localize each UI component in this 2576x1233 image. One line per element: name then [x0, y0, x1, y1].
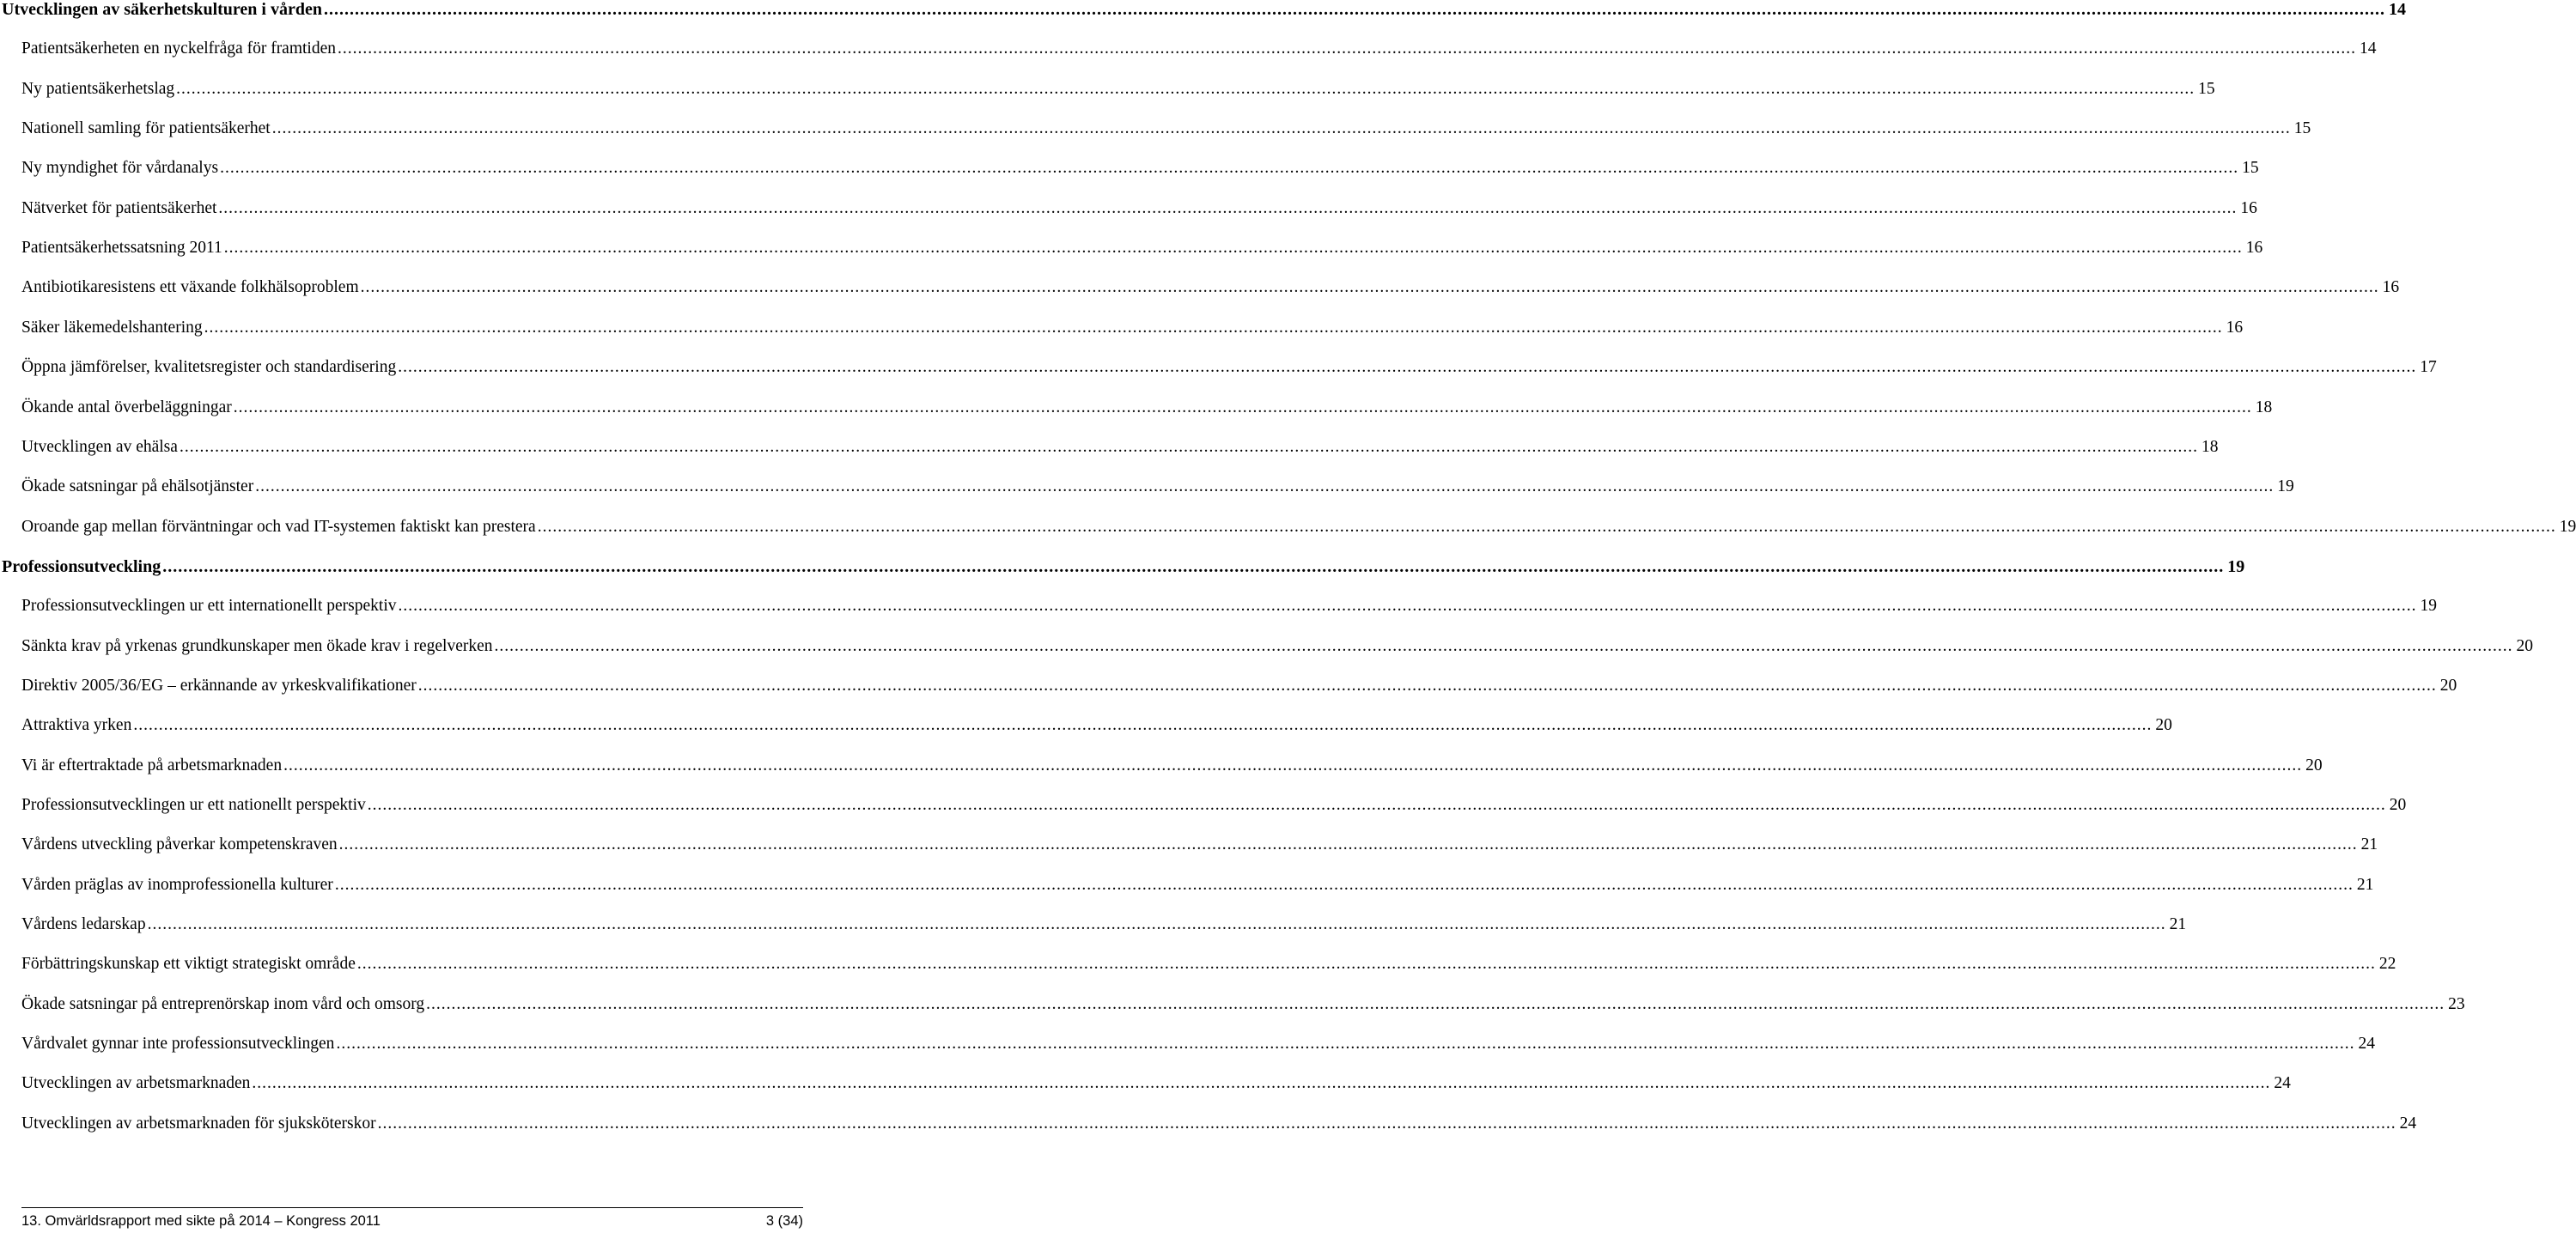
toc-entry-line	[21, 1114, 2417, 1133]
toc-entry-line	[21, 955, 2396, 974]
toc-entry[interactable]	[0, 835, 2378, 861]
dot-leader: ................................................................................................................................................................................................................................................................................................................................................................................................................	[162, 556, 2225, 576]
dot-leader: ................................................................................................................................................................................................................................................................................................................................................................................................................	[336, 1035, 2355, 1054]
toc-entry[interactable]	[0, 79, 2215, 106]
toc-entry-title: Öppna jämförelser, kvalitetsregister och standardisering	[21, 358, 397, 377]
toc-entry-page-number: 16	[2382, 278, 2400, 297]
toc-entry-title: Sänkta krav på yrkenas grundkunskaper men ökade krav i regelverken	[21, 636, 493, 655]
toc-entry-line	[21, 716, 2172, 735]
toc-entry-page-number: 24	[2399, 1114, 2417, 1133]
toc-entry-line	[21, 398, 2273, 417]
toc-entry-page-number: 19	[2420, 597, 2437, 616]
toc-entry-title: Antibiotikaresistens ett växande folkhälsoproblem	[21, 278, 359, 297]
toc-entry-title: Ökade satsningar på ehälsotjänster	[21, 477, 254, 496]
footer-divider	[21, 1207, 803, 1208]
toc-entry-title: Vårdens utveckling påverkar kompetenskraven	[21, 835, 338, 854]
footer-document-title: 13. Omvärldsrapport med sikte på 2014 – Kongress 2011	[21, 1213, 381, 1229]
toc-entry-line	[21, 278, 2400, 297]
toc-entry-line	[21, 159, 2259, 178]
toc-entry[interactable]	[0, 358, 2437, 384]
dot-leader: ................................................................................................................................................................................................................................................................................................................................................................................................................	[356, 955, 2376, 974]
toc-entry-line	[21, 756, 2323, 775]
toc-entry[interactable]	[0, 676, 2457, 702]
toc-entry-line	[21, 39, 2377, 58]
toc-entry[interactable]	[0, 119, 2311, 145]
toc-entry-title: Ny myndighet för vårdanalys	[21, 159, 219, 178]
dot-leader: ................................................................................................................................................................................................................................................................................................................................................................................................................	[147, 915, 2166, 934]
toc-entry-page-number: 20	[2439, 676, 2457, 695]
toc-entry-page-number: 20	[2516, 636, 2534, 655]
toc-entry-line	[21, 875, 2374, 895]
toc-entry-line	[21, 1074, 2291, 1093]
toc-entry-page-number: 15	[2293, 119, 2311, 138]
toc-entry[interactable]	[0, 915, 2187, 941]
toc-entry-page-number: 19	[2559, 517, 2576, 536]
toc-entry-page-number: 17	[2420, 358, 2437, 377]
toc-entry-title: Utvecklingen av arbetsmarknaden för sjuksköterskor	[21, 1114, 376, 1133]
toc-entry-page-number: 24	[2358, 1035, 2375, 1054]
toc-entry-title: Ökande antal överbeläggningar	[21, 398, 232, 416]
toc-entry-title: Vården präglas av inomprofessionella kulturer	[21, 875, 333, 894]
dot-leader: ................................................................................................................................................................................................................................................................................................................................................................................................................	[176, 79, 2195, 98]
toc-entry-line	[21, 676, 2457, 695]
toc-heading-entry[interactable]	[0, 0, 2406, 26]
toc-entry-line	[21, 198, 2257, 218]
footer-page-number: 3 (34)	[765, 1213, 803, 1229]
toc-entry-page-number: 15	[2242, 159, 2259, 178]
toc-entry[interactable]	[0, 994, 2465, 1021]
dot-leader: ................................................................................................................................................................................................................................................................................................................................................................................................................	[398, 597, 2417, 616]
toc-entry-line	[21, 119, 2311, 138]
toc-entry[interactable]	[0, 1114, 2417, 1140]
toc-entry-title: Professionsutvecklingen ur ett nationellt perspektiv	[21, 796, 366, 814]
toc-entry-page-number: 14	[2360, 39, 2377, 58]
toc-entry-page-number: 21	[2356, 875, 2374, 894]
toc-entry[interactable]	[0, 517, 2576, 544]
toc-entry-title: Attraktiva yrken	[21, 716, 132, 735]
toc-entry-title: Ökade satsningar på entreprenörskap inom vård och omsorg	[21, 994, 425, 1013]
toc-entry-title: Vi är eftertraktade på arbetsmarknaden	[21, 756, 283, 774]
dot-leader: ................................................................................................................................................................................................................................................................................................................................................................................................................	[220, 159, 2239, 178]
toc-entry-page-number: 21	[2169, 915, 2187, 934]
toc-entry-title: Nätverket för patientsäkerhet	[21, 198, 217, 217]
toc-entry-title: Utvecklingen av arbetsmarknaden	[21, 1074, 251, 1093]
toc-entry-page-number: 15	[2198, 79, 2215, 98]
dot-leader: ................................................................................................................................................................................................................................................................................................................................................................................................................	[367, 796, 2386, 814]
toc-entry-page-number: 14	[2388, 0, 2406, 19]
toc-entry[interactable]	[0, 955, 2396, 981]
toc-entry-page-number: 20	[2155, 716, 2172, 735]
dot-leader: ................................................................................................................................................................................................................................................................................................................................................................................................................	[338, 835, 2358, 854]
dot-leader: ................................................................................................................................................................................................................................................................................................................................................................................................................	[494, 636, 2513, 655]
toc-entry-title: Patientsäkerheten en nyckelfråga för framtiden	[21, 39, 336, 58]
dot-leader: ................................................................................................................................................................................................................................................................................................................................................................................................................	[360, 278, 2379, 297]
toc-entry-line	[21, 358, 2437, 377]
toc-entry[interactable]	[0, 796, 2407, 822]
toc-entry[interactable]	[0, 159, 2259, 185]
toc-entry[interactable]	[0, 278, 2400, 304]
dot-leader: ................................................................................................................................................................................................................................................................................................................................................................................................................	[179, 437, 2198, 456]
dot-leader: ................................................................................................................................................................................................................................................................................................................................................................................................................	[398, 358, 2417, 377]
dot-leader: ................................................................................................................................................................................................................................................................................................................................................................................................................	[537, 517, 2556, 536]
toc-entry-line	[21, 1035, 2375, 1054]
toc-entry[interactable]	[0, 39, 2377, 65]
dot-leader: ................................................................................................................................................................................................................................................................................................................................................................................................................	[255, 477, 2275, 496]
dot-leader: ................................................................................................................................................................................................................................................................................................................................................................................................................	[233, 398, 2252, 416]
toc-entry-title: Direktiv 2005/36/EG – erkännande av yrkeskvalifikationer	[21, 676, 417, 695]
toc-entry-line	[21, 796, 2407, 815]
toc-entry[interactable]	[0, 239, 2263, 264]
toc-entry-page-number: 23	[2448, 994, 2465, 1013]
toc-entry[interactable]	[0, 398, 2273, 424]
toc-entry-page-number: 22	[2378, 955, 2396, 974]
toc-entry-line	[21, 517, 2576, 537]
toc-heading-entry[interactable]	[0, 556, 2245, 583]
toc-entry-page-number: 19	[2277, 477, 2294, 496]
toc-entry[interactable]	[0, 716, 2172, 742]
toc-entry[interactable]	[0, 1074, 2291, 1100]
dot-leader: ................................................................................................................................................................................................................................................................................................................................................................................................................	[338, 39, 2356, 58]
toc-entry-title: Vårdens ledarskap	[21, 915, 146, 934]
toc-entry-line	[2, 556, 2245, 577]
toc-entry-title: Oroande gap mellan förväntningar och vad IT-systemen faktiskt kan prestera	[21, 517, 536, 536]
toc-entry-page-number: 16	[2226, 318, 2244, 337]
toc-entry-title: Nationell samling för patientsäkerhet	[21, 119, 271, 138]
toc-entry-line	[21, 437, 2219, 457]
toc-entry-line	[21, 477, 2294, 496]
toc-entry-title: Patientsäkerhetssatsning 2011	[21, 239, 222, 258]
dot-leader: ................................................................................................................................................................................................................................................................................................................................................................................................................	[271, 119, 2291, 138]
toc-entry-page-number: 19	[2227, 556, 2245, 576]
dot-leader: ................................................................................................................................................................................................................................................................................................................................................................................................................	[417, 676, 2437, 695]
toc-entry[interactable]	[0, 477, 2294, 503]
toc-entry-line	[21, 994, 2465, 1014]
toc-entry-page-number: 16	[2245, 239, 2263, 258]
toc-entry-line	[21, 79, 2215, 99]
toc-entry-title: Vårdvalet gynnar inte professionsutvecklingen	[21, 1035, 335, 1054]
toc-entry-line	[21, 597, 2437, 616]
dot-leader: ................................................................................................................................................................................................................................................................................................................................................................................................................	[252, 1074, 2271, 1093]
toc-entry-line	[21, 835, 2378, 854]
toc-entry-line	[21, 239, 2263, 258]
dot-leader: ................................................................................................................................................................................................................................................................................................................................................................................................................	[204, 318, 2223, 337]
toc-entry[interactable]	[0, 1035, 2375, 1060]
toc-entry-line	[21, 915, 2187, 934]
toc-entry-page-number: 21	[2360, 835, 2378, 854]
dot-leader: ................................................................................................................................................................................................................................................................................................................................................................................................................	[218, 198, 2238, 217]
toc-entry-page-number: 24	[2274, 1074, 2291, 1093]
toc-entry-page-number: 18	[2255, 398, 2273, 416]
dot-leader: ................................................................................................................................................................................................................................................................................................................................................................................................................	[426, 994, 2445, 1013]
dot-leader: ................................................................................................................................................................................................................................................................................................................................................................................................................	[323, 0, 2385, 19]
toc-entry[interactable]	[0, 437, 2219, 464]
toc-entry-line	[2, 0, 2406, 20]
toc-entry-line	[21, 318, 2244, 337]
toc-entry[interactable]	[0, 318, 2244, 344]
toc-entry-page-number: 20	[2305, 756, 2323, 774]
toc-entry-title: Ny patientsäkerhetslag	[21, 79, 175, 98]
toc-entry-title: Utvecklingen av säkerhetskulturen i vården	[2, 0, 322, 19]
toc-entry[interactable]	[0, 756, 2323, 782]
dot-leader: ................................................................................................................................................................................................................................................................................................................................................................................................................	[133, 716, 2153, 735]
toc-entry-title: Förbättringskunskap ett viktigt strategiskt område	[21, 955, 356, 974]
dot-leader: ................................................................................................................................................................................................................................................................................................................................................................................................................	[334, 875, 2354, 894]
toc-entry-page-number: 20	[2389, 796, 2407, 814]
dot-leader: ................................................................................................................................................................................................................................................................................................................................................................................................................	[377, 1114, 2396, 1133]
toc-entry-title: Säker läkemedelshantering	[21, 318, 203, 337]
toc-entry[interactable]	[0, 636, 2534, 663]
dot-leader: ................................................................................................................................................................................................................................................................................................................................................................................................................	[223, 239, 2243, 258]
dot-leader: ................................................................................................................................................................................................................................................................................................................................................................................................................	[283, 756, 2303, 774]
page-footer	[21, 1213, 803, 1230]
toc-entry[interactable]	[0, 597, 2437, 623]
toc-entry-title: Professionsutveckling	[2, 556, 161, 576]
toc-entry[interactable]	[0, 875, 2374, 902]
toc-entry[interactable]	[0, 198, 2257, 225]
toc-entry-line	[21, 636, 2534, 656]
toc-entry-title: Utvecklingen av ehälsa	[21, 437, 178, 456]
toc-entry-page-number: 16	[2240, 198, 2257, 217]
toc-entry-page-number: 18	[2201, 437, 2219, 456]
toc-entry-title: Professionsutvecklingen ur ett internationellt perspektiv	[21, 597, 397, 616]
